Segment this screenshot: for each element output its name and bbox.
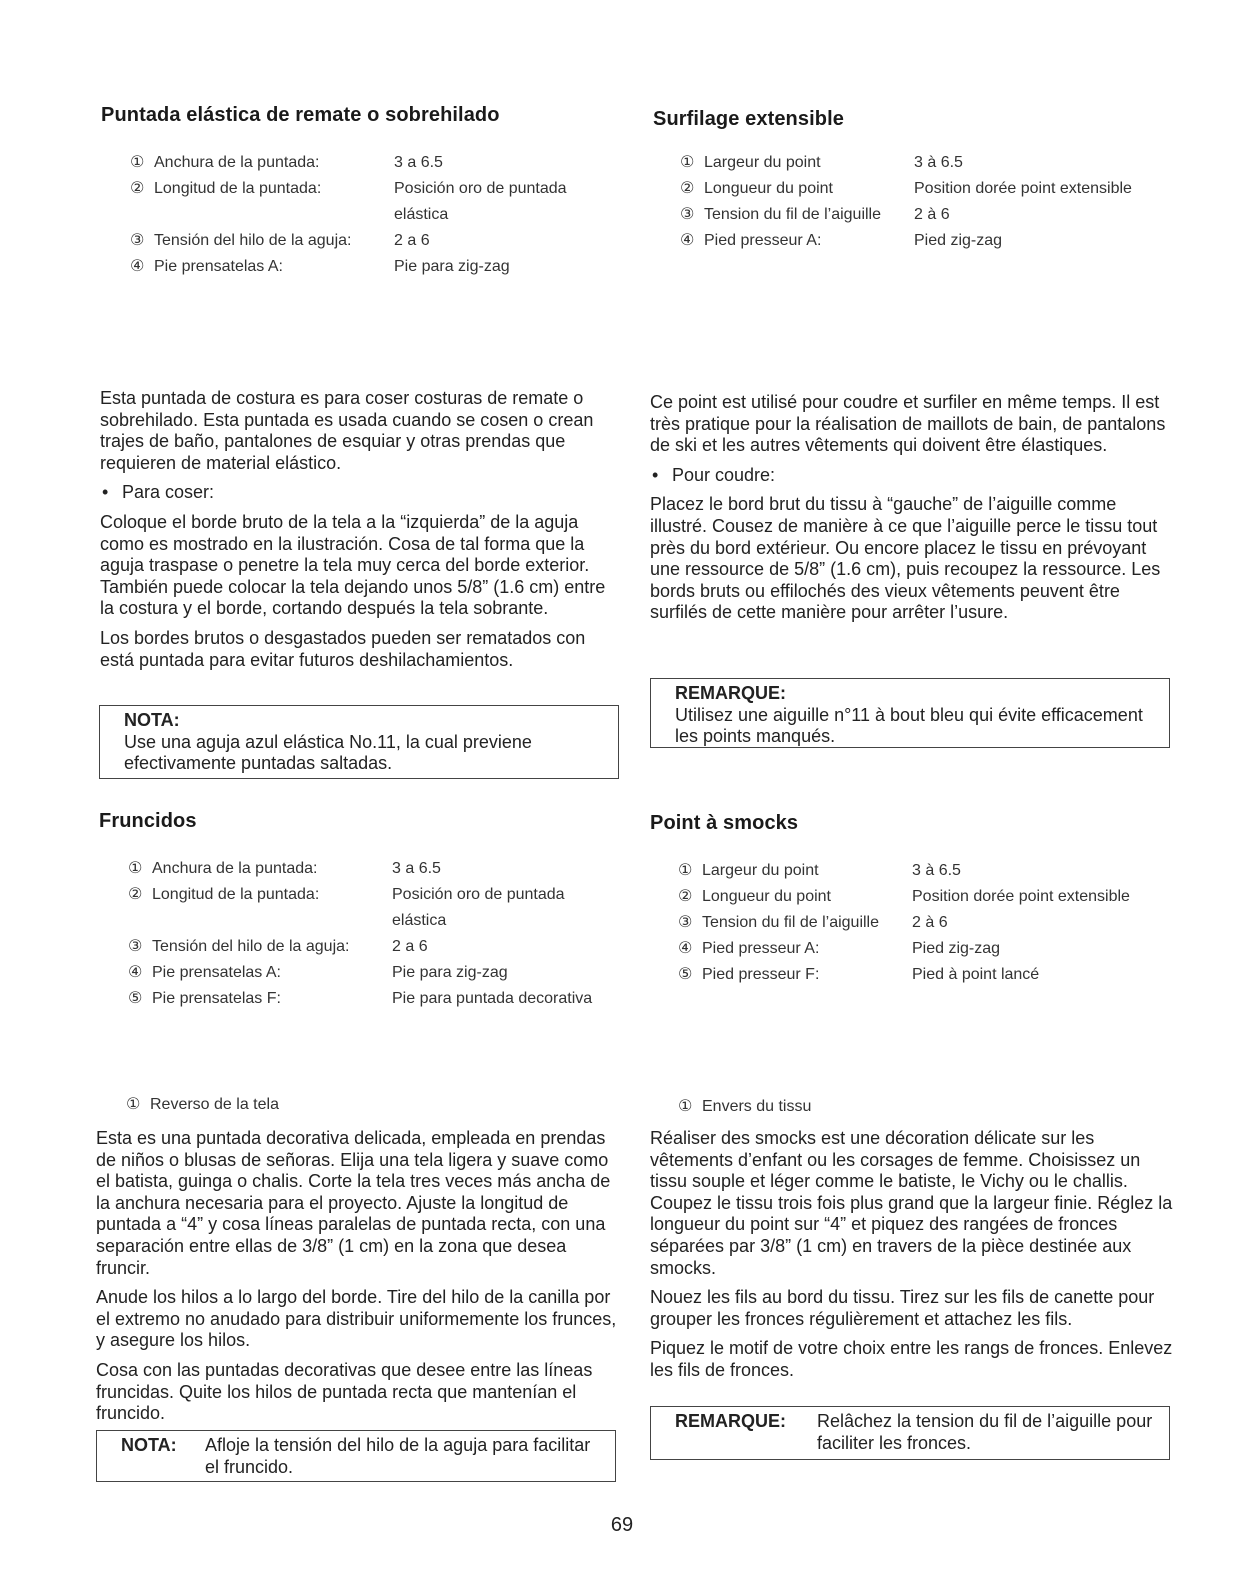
fr-elastic-specs [680, 150, 1200, 254]
spec-row: ④ Pie prensatelas A: Pie para zig-zag [130, 258, 510, 275]
spec-row: ② Longitud de la puntada: Posición oro de puntada elástica [128, 886, 565, 929]
page-number: 69 [610, 1514, 634, 1536]
es-smock-title: Fruncidos [99, 810, 197, 832]
es-smock-specs [128, 856, 618, 1012]
fr-elastic-note [650, 678, 1170, 748]
es-smock-body [96, 1128, 620, 1433]
es-smock-note [96, 1430, 616, 1482]
paragraph: Anude los hilos a lo largo del borde. Tire del hilo de la canilla por el extremo no anudado para distribuir uniformemente los frunces, y asegure los hilos. [96, 1287, 617, 1351]
bullet-item: • Pour coudre: [650, 465, 1170, 487]
paragraph: Los bordes brutos o desgastados pueden ser rematados con está puntada para evitar futuros deshilachamientos. [100, 627, 586, 670]
spec-row: ④ Pie prensatelas A: Pie para zig-zag [128, 964, 508, 981]
paragraph: Esta puntada de costura es para coser costuras de remate o sobrehilado. Esta puntada es usada cuando se cosen o crean trajes de baño, pantalones de esquiar y otras prendas que requieren de material elástico. [100, 388, 594, 473]
paragraph: Réaliser des smocks est une décoration délicate sur les vêtements d’enfant ou les corsages de femme. Choisissez un tissu souple et léger comme le batiste, le Vichy ou le challis. Coupez le tissu trois fois plus grand que la largeur finie. Réglez la longueur du point sur “4” et piquez des rangées de fronces séparées par 3/8” (1 cm) en travers de la pièce destinée aux smocks. [650, 1128, 1173, 1278]
paragraph: Piquez le motif de votre choix entre les rangs de fronces. Enlevez les fils de fronces. [650, 1338, 1173, 1380]
es-elastic-body [100, 388, 620, 679]
fr-smock-caption: ① Envers du tissu [678, 1098, 812, 1115]
spec-row: ② Longitud de la puntada: Posición oro de puntada elástica [130, 180, 567, 223]
spec-row: ① Largeur du point 3 à 6.5 [678, 862, 961, 879]
spec-row: ④ Pied presseur A: Pied zig-zag [680, 232, 1003, 249]
es-elastic-title: Puntada elástica de remate o sobrehilado [101, 104, 500, 126]
spec-row: ② Longueur du point Position dorée point extensible [678, 888, 1130, 905]
spec-row: ③ Tensión del hilo de la aguja: 2 a 6 [128, 938, 428, 955]
paragraph: Cosa con las puntadas decorativas que desee entre las líneas fruncidas. Quite los hilos de puntada recta que mantenían el fruncido. [96, 1359, 593, 1424]
note-title: NOTA: [121, 1435, 177, 1455]
paragraph: Ce point est utilisé pour coudre et surfiler en même temps. Il est très pratique pour la réalisation de maillots de bain, de pantalons de ski et les autres vêtements qui doivent être élastiques. [650, 392, 1166, 456]
spec-row: ③ Tensión del hilo de la aguja: 2 a 6 [130, 232, 430, 249]
fr-elastic-title: Surfilage extensible [653, 108, 844, 130]
note-title: REMARQUE: [675, 1411, 786, 1431]
spec-row: ② Longueur du point Position dorée point extensible [680, 180, 1132, 197]
spec-row: ① Anchura de la puntada: 3 a 6.5 [130, 154, 443, 171]
paragraph: Coloque el borde bruto de la tela a la “izquierda” de la aguja como es mostrado en la ilustración. Cosa de tal forma que la aguja traspase o penetre la tela muy cerca del borde exterior. También puede colocar la tela dejando unos 5/8” (1.6 cm) entre la costura y el borde, cortando después la tela sobrante. [100, 511, 606, 619]
bullet-item: • Para coser: [100, 482, 620, 504]
spec-row: ④ Pied presseur A: Pied zig-zag [678, 940, 1001, 957]
spec-row: ③ Tension du fil de l’aiguille 2 à 6 [678, 914, 948, 931]
paragraph: Esta es una puntada decorativa delicada, empleada en prendas de niños o blusas de señoras. Elija una tela ligera y suave como el batista, guinga o chalis. Corte la tela tres veces más ancha de la anchura necesaria para el proyecto. Ajuste la longitud de puntada a “4” y cosa líneas paralelas de puntada recta, con una separación entre ellas de 3/8” (1 cm) en la zona que desea fruncir. [96, 1128, 611, 1278]
fr-smock-note [650, 1406, 1170, 1460]
fr-smock-specs [678, 858, 1198, 988]
spec-row: ⑤ Pie prensatelas F: Pie para puntada decorativa [128, 990, 593, 1007]
note-text: Use una aguja azul elástica No.11, la cual previene efectivamente puntadas saltadas. [124, 731, 532, 774]
note-title: NOTA: [124, 710, 180, 730]
paragraph: Nouez les fils au bord du tissu. Tirez sur les fils de canette pour grouper les fronces régulièrement et attachez les fils. [650, 1287, 1155, 1329]
es-elastic-specs [130, 150, 600, 280]
note-text: Afloje la tensión del hilo de la aguja para facilitar el fruncido. [205, 1435, 591, 1477]
spec-row: ⑤ Pied presseur F: Pied à point lancé [678, 966, 1040, 983]
es-smock-caption: ① Reverso de la tela [126, 1096, 279, 1113]
es-elastic-note [99, 705, 619, 779]
paragraph: Placez le bord brut du tissu à “gauche” de l’aiguille comme illustré. Cousez de manière à ce que l’aiguille perce le tissu tout près du bord extérieur. Ou encore placez le tissu en prévoyant une ressource de 5/8” (1.6 cm), puis recoupez la ressource. Les bords bruts ou effilochés des vieux vêtements peuvent être surfilés de cette manière pour arrêter l’usure. [650, 494, 1161, 623]
fr-smock-title: Point à smocks [650, 812, 799, 834]
spec-row: ① Largeur du point 3 à 6.5 [680, 154, 963, 171]
note-text: Utilisez une aiguille n°11 à bout bleu qui évite efficacement les points manqués. [675, 704, 1143, 747]
fr-smock-body [650, 1128, 1174, 1390]
note-text: Relâchez la tension du fil de l’aiguille pour faciliter les fronces. [817, 1411, 1153, 1453]
note-title: REMARQUE: [675, 683, 786, 703]
spec-row: ① Anchura de la puntada: 3 a 6.5 [128, 860, 441, 877]
spec-row: ③ Tension du fil de l’aiguille 2 à 6 [680, 206, 950, 223]
fr-elastic-body [650, 392, 1170, 632]
